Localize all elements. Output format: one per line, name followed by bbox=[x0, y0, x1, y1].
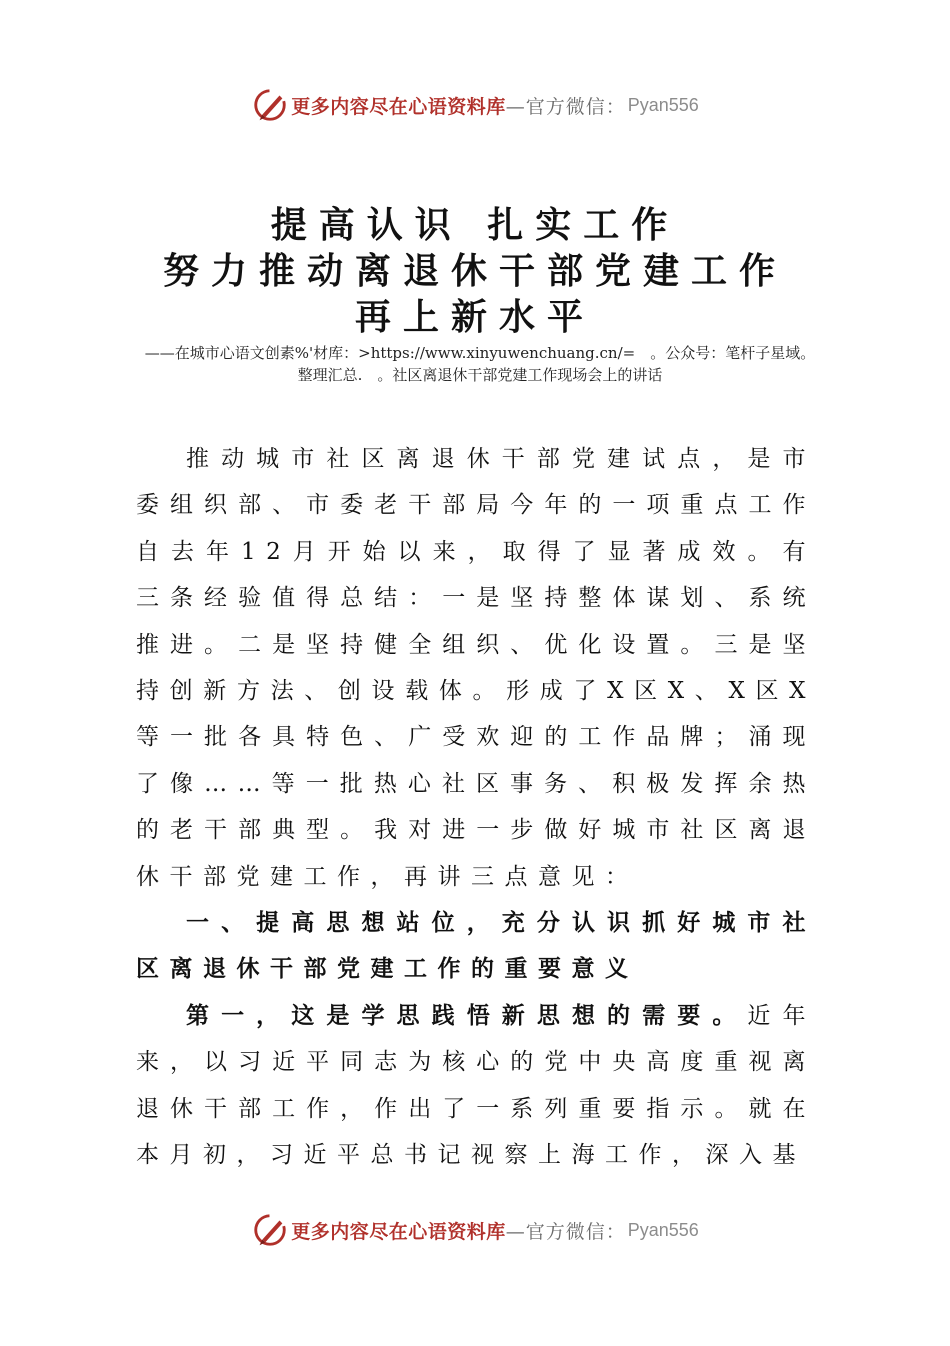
title-line-2: 努力推动离退休干部党建工作 bbox=[162, 250, 787, 292]
banner-gray-text: —官方微信： bbox=[505, 95, 626, 118]
title-line-3: 再上新水平 bbox=[354, 296, 595, 338]
subtitle-line-2: 整理汇总. 。社区离退休干部党建工作现场会上的讲话 bbox=[297, 366, 663, 384]
footer-wechat-id: Pyan556 bbox=[627, 1219, 699, 1240]
paragraph-2-lead: 第一，这是学思践悟新思想的需要。 bbox=[186, 1001, 748, 1029]
title-line-1: 提高认识 扎实工作 bbox=[270, 204, 680, 246]
header-banner bbox=[0, 85, 950, 125]
banner-red-text: 更多内容尽在心语资料库 bbox=[291, 95, 506, 118]
document-body bbox=[136, 436, 816, 1179]
section-heading-1: 一、提高思想站位，充分认识抓好城市社区离退休干部党建工作的重要意义 bbox=[136, 909, 816, 983]
footer-red-text: 更多内容尽在心语资料库 bbox=[291, 1220, 506, 1243]
footer-banner bbox=[0, 1210, 950, 1250]
subtitle bbox=[100, 342, 860, 386]
pen-logo-icon bbox=[251, 86, 289, 124]
paragraph-1: 推动城市社区离退休干部党建试点，是市委组织部、市委老干部局今年的一项重点工作自去年12月开始以来，取得了显著成效。有三条经验值得总结：一是坚持整体谋划、系统推进。二是坚持健全组织、优化设置。三是坚持创新方法、创设载体。形成了X区X、X区X等一批各具特色、广受欢迎的工作品牌；涌现了像……等一批热心社区事务、积极发挥余热的老干部典型。我对进一步做好城市社区离退休干部党建工作，再讲三点意见： bbox=[136, 446, 816, 890]
pen-logo-icon bbox=[251, 1211, 289, 1249]
paragraph-2-text: 近年来，以习近平同志为核心的党中央高度重视离退休干部工作，作出了一系列重要指示。就在本月初，习近平总书记视察上海工作，深入基 bbox=[136, 1002, 817, 1169]
footer-gray-text: —官方微信： bbox=[505, 1220, 626, 1243]
subtitle-line-1: ——在城市心语文创素%'材库：>https://www.xinyuwenchuang.cn/= 。公众号：笔杆子星域。 bbox=[144, 344, 816, 362]
banner-wechat-id: Pyan556 bbox=[627, 94, 699, 115]
paragraph-2 bbox=[136, 993, 816, 1179]
